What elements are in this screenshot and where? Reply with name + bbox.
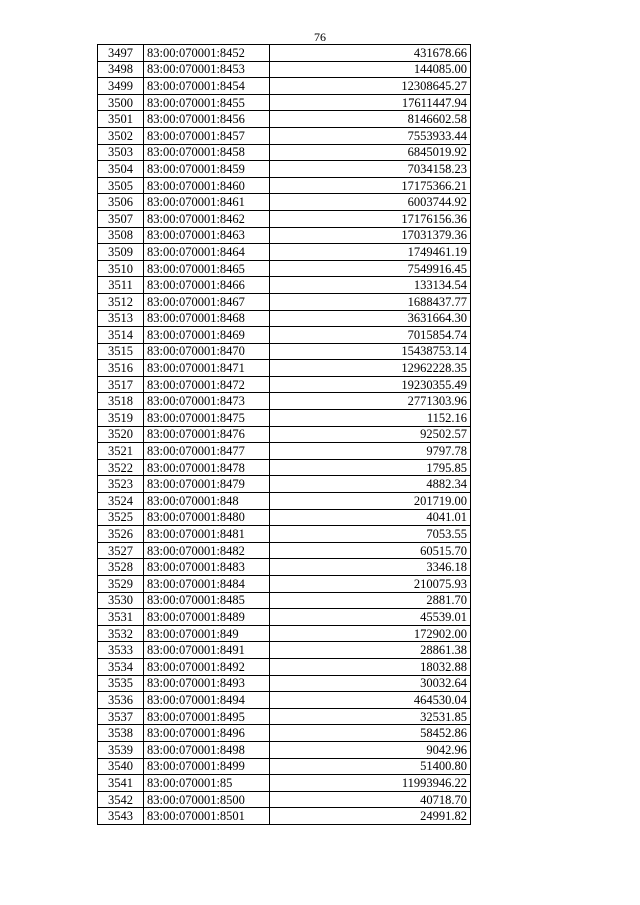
table-row — [98, 675, 471, 692]
row-number-cell: 3524 — [98, 493, 144, 510]
table-row — [98, 426, 471, 443]
table-row — [98, 327, 471, 344]
value-cell: 3346.18 — [270, 559, 471, 576]
cadastral-number-cell: 83:00:070001:8468 — [144, 310, 270, 327]
value-cell: 2881.70 — [270, 592, 471, 609]
value-cell: 58452.86 — [270, 725, 471, 742]
row-number-cell: 3532 — [98, 625, 144, 642]
value-cell: 9042.96 — [270, 741, 471, 758]
row-number-cell: 3506 — [98, 194, 144, 211]
cadastral-number-cell: 83:00:070001:8469 — [144, 327, 270, 344]
cadastral-number-cell: 83:00:070001:8495 — [144, 708, 270, 725]
cadastral-number-cell: 83:00:070001:8496 — [144, 725, 270, 742]
value-cell: 1749461.19 — [270, 244, 471, 261]
value-cell: 32531.85 — [270, 708, 471, 725]
value-cell: 17175366.21 — [270, 177, 471, 194]
cadastral-number-cell: 83:00:070001:8462 — [144, 210, 270, 227]
cadastral-number-cell: 83:00:070001:8477 — [144, 443, 270, 460]
cadastral-number-cell: 83:00:070001:8501 — [144, 808, 270, 825]
table-row — [98, 808, 471, 825]
cadastral-number-cell: 83:00:070001:8452 — [144, 45, 270, 62]
value-cell: 7553933.44 — [270, 127, 471, 144]
row-number-cell: 3518 — [98, 393, 144, 410]
value-cell: 1688437.77 — [270, 293, 471, 310]
cadastral-number-cell: 83:00:070001:8485 — [144, 592, 270, 609]
value-cell: 40718.70 — [270, 791, 471, 808]
cadastral-number-cell: 83:00:070001:8478 — [144, 459, 270, 476]
value-cell: 12308645.27 — [270, 78, 471, 95]
row-number-cell: 3512 — [98, 293, 144, 310]
table-row — [98, 161, 471, 178]
cadastral-number-cell: 83:00:070001:8476 — [144, 426, 270, 443]
value-cell: 19230355.49 — [270, 376, 471, 393]
row-number-cell: 3526 — [98, 526, 144, 543]
value-cell: 9797.78 — [270, 443, 471, 460]
table-row — [98, 376, 471, 393]
table-row — [98, 277, 471, 294]
row-number-cell: 3541 — [98, 775, 144, 792]
row-number-cell: 3507 — [98, 210, 144, 227]
row-number-cell: 3534 — [98, 658, 144, 675]
cadastral-number-cell: 83:00:070001:8491 — [144, 642, 270, 659]
row-number-cell: 3542 — [98, 791, 144, 808]
table-row — [98, 741, 471, 758]
row-number-cell: 3515 — [98, 343, 144, 360]
cadastral-number-cell: 83:00:070001:8461 — [144, 194, 270, 211]
row-number-cell: 3517 — [98, 376, 144, 393]
row-number-cell: 3511 — [98, 277, 144, 294]
value-cell: 15438753.14 — [270, 343, 471, 360]
table-row — [98, 758, 471, 775]
value-cell: 144085.00 — [270, 61, 471, 78]
row-number-cell: 3509 — [98, 244, 144, 261]
table-row — [98, 210, 471, 227]
cadastral-number-cell: 83:00:070001:8457 — [144, 127, 270, 144]
row-number-cell: 3498 — [98, 61, 144, 78]
table-row — [98, 393, 471, 410]
cadastral-number-cell: 83:00:070001:8484 — [144, 576, 270, 593]
cadastral-number-cell: 83:00:070001:849 — [144, 625, 270, 642]
table-row — [98, 293, 471, 310]
value-cell: 7549916.45 — [270, 260, 471, 277]
cadastral-number-cell: 83:00:070001:8482 — [144, 542, 270, 559]
value-cell: 24991.82 — [270, 808, 471, 825]
table-row — [98, 493, 471, 510]
cadastral-number-cell: 83:00:070001:8453 — [144, 61, 270, 78]
value-cell: 7053.55 — [270, 526, 471, 543]
value-cell: 464530.04 — [270, 692, 471, 709]
table-row — [98, 45, 471, 62]
table-row — [98, 658, 471, 675]
table-row — [98, 625, 471, 642]
cadastral-number-cell: 83:00:070001:8466 — [144, 277, 270, 294]
table-row — [98, 791, 471, 808]
row-number-cell: 3528 — [98, 559, 144, 576]
value-cell: 1795.85 — [270, 459, 471, 476]
row-number-cell: 3499 — [98, 78, 144, 95]
value-cell: 201719.00 — [270, 493, 471, 510]
cadastral-number-cell: 83:00:070001:8464 — [144, 244, 270, 261]
value-cell: 18032.88 — [270, 658, 471, 675]
row-number-cell: 3540 — [98, 758, 144, 775]
table-row — [98, 360, 471, 377]
table-row — [98, 194, 471, 211]
table-row — [98, 144, 471, 161]
value-cell: 7034158.23 — [270, 161, 471, 178]
cadastral-number-cell: 83:00:070001:8472 — [144, 376, 270, 393]
table-row — [98, 609, 471, 626]
row-number-cell: 3513 — [98, 310, 144, 327]
cadastral-number-cell: 83:00:070001:8458 — [144, 144, 270, 161]
cadastral-number-cell: 83:00:070001:8499 — [144, 758, 270, 775]
cadastral-number-cell: 83:00:070001:8481 — [144, 526, 270, 543]
value-cell: 210075.93 — [270, 576, 471, 593]
table-row — [98, 61, 471, 78]
table-row — [98, 244, 471, 261]
page-number: 76 — [314, 30, 326, 44]
row-number-cell: 3504 — [98, 161, 144, 178]
table-row — [98, 410, 471, 427]
value-cell: 4041.01 — [270, 509, 471, 526]
table-row — [98, 542, 471, 559]
row-number-cell: 3508 — [98, 227, 144, 244]
cadastral-number-cell: 83:00:070001:8479 — [144, 476, 270, 493]
cadastral-number-cell: 83:00:070001:8492 — [144, 658, 270, 675]
cadastral-number-cell: 83:00:070001:8494 — [144, 692, 270, 709]
cadastral-number-cell: 83:00:070001:85 — [144, 775, 270, 792]
table-row — [98, 111, 471, 128]
cadastral-number-cell: 83:00:070001:8475 — [144, 410, 270, 427]
row-number-cell: 3502 — [98, 127, 144, 144]
value-cell: 3631664.30 — [270, 310, 471, 327]
row-number-cell: 3538 — [98, 725, 144, 742]
table-row — [98, 443, 471, 460]
table-row — [98, 775, 471, 792]
row-number-cell: 3497 — [98, 45, 144, 62]
row-number-cell: 3510 — [98, 260, 144, 277]
value-cell: 4882.34 — [270, 476, 471, 493]
cadastral-number-cell: 83:00:070001:8470 — [144, 343, 270, 360]
row-number-cell: 3533 — [98, 642, 144, 659]
value-cell: 7015854.74 — [270, 327, 471, 344]
row-number-cell: 3523 — [98, 476, 144, 493]
table-row — [98, 576, 471, 593]
table-row — [98, 177, 471, 194]
value-cell: 2771303.96 — [270, 393, 471, 410]
value-cell: 431678.66 — [270, 45, 471, 62]
table-row — [98, 227, 471, 244]
row-number-cell: 3535 — [98, 675, 144, 692]
value-cell: 12962228.35 — [270, 360, 471, 377]
table-row — [98, 476, 471, 493]
value-cell: 45539.01 — [270, 609, 471, 626]
value-cell: 6845019.92 — [270, 144, 471, 161]
cadastral-number-cell: 83:00:070001:8454 — [144, 78, 270, 95]
row-number-cell: 3525 — [98, 509, 144, 526]
cadastral-number-cell: 83:00:070001:8456 — [144, 111, 270, 128]
value-cell: 172902.00 — [270, 625, 471, 642]
cadastral-table — [97, 44, 471, 825]
table-row — [98, 559, 471, 576]
value-cell: 17176156.36 — [270, 210, 471, 227]
table-row — [98, 509, 471, 526]
table-row — [98, 310, 471, 327]
cadastral-number-cell: 83:00:070001:8489 — [144, 609, 270, 626]
value-cell: 6003744.92 — [270, 194, 471, 211]
value-cell: 17611447.94 — [270, 94, 471, 111]
value-cell: 92502.57 — [270, 426, 471, 443]
row-number-cell: 3536 — [98, 692, 144, 709]
cadastral-number-cell: 83:00:070001:8473 — [144, 393, 270, 410]
row-number-cell: 3537 — [98, 708, 144, 725]
table-row — [98, 127, 471, 144]
cadastral-number-cell: 83:00:070001:8480 — [144, 509, 270, 526]
cadastral-number-cell: 83:00:070001:8483 — [144, 559, 270, 576]
cadastral-number-cell: 83:00:070001:848 — [144, 493, 270, 510]
cadastral-number-cell: 83:00:070001:8467 — [144, 293, 270, 310]
table-row — [98, 692, 471, 709]
row-number-cell: 3500 — [98, 94, 144, 111]
table-row — [98, 343, 471, 360]
value-cell: 11993946.22 — [270, 775, 471, 792]
value-cell: 30032.64 — [270, 675, 471, 692]
row-number-cell: 3543 — [98, 808, 144, 825]
table-row — [98, 260, 471, 277]
table-row — [98, 708, 471, 725]
value-cell: 51400.80 — [270, 758, 471, 775]
cadastral-number-cell: 83:00:070001:8493 — [144, 675, 270, 692]
value-cell: 133134.54 — [270, 277, 471, 294]
row-number-cell: 3527 — [98, 542, 144, 559]
row-number-cell: 3539 — [98, 741, 144, 758]
cadastral-number-cell: 83:00:070001:8460 — [144, 177, 270, 194]
row-number-cell: 3503 — [98, 144, 144, 161]
table-body — [98, 45, 471, 825]
row-number-cell: 3505 — [98, 177, 144, 194]
value-cell: 1152.16 — [270, 410, 471, 427]
cadastral-number-cell: 83:00:070001:8455 — [144, 94, 270, 111]
row-number-cell: 3516 — [98, 360, 144, 377]
row-number-cell: 3531 — [98, 609, 144, 626]
table-row — [98, 642, 471, 659]
row-number-cell: 3519 — [98, 410, 144, 427]
table-row — [98, 526, 471, 543]
value-cell: 17031379.36 — [270, 227, 471, 244]
row-number-cell: 3520 — [98, 426, 144, 443]
cadastral-number-cell: 83:00:070001:8471 — [144, 360, 270, 377]
row-number-cell: 3529 — [98, 576, 144, 593]
table-row — [98, 459, 471, 476]
value-cell: 60515.70 — [270, 542, 471, 559]
row-number-cell: 3522 — [98, 459, 144, 476]
table-row — [98, 592, 471, 609]
row-number-cell: 3530 — [98, 592, 144, 609]
row-number-cell: 3501 — [98, 111, 144, 128]
table-row — [98, 725, 471, 742]
cadastral-number-cell: 83:00:070001:8463 — [144, 227, 270, 244]
table-row — [98, 94, 471, 111]
cadastral-number-cell: 83:00:070001:8459 — [144, 161, 270, 178]
value-cell: 8146602.58 — [270, 111, 471, 128]
cadastral-number-cell: 83:00:070001:8498 — [144, 741, 270, 758]
row-number-cell: 3521 — [98, 443, 144, 460]
table-row — [98, 78, 471, 95]
cadastral-number-cell: 83:00:070001:8465 — [144, 260, 270, 277]
value-cell: 28861.38 — [270, 642, 471, 659]
row-number-cell: 3514 — [98, 327, 144, 344]
cadastral-number-cell: 83:00:070001:8500 — [144, 791, 270, 808]
